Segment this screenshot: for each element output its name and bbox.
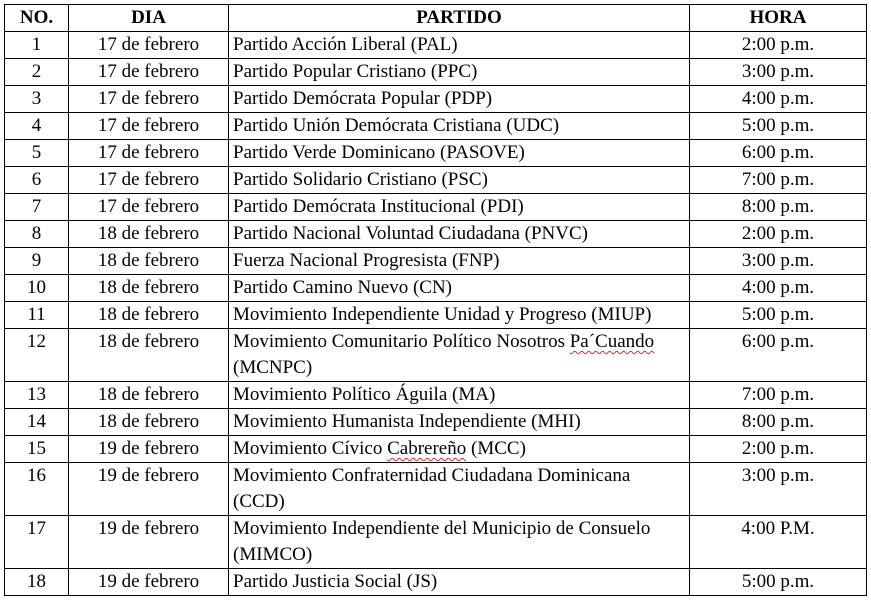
- header-dia: DIA: [69, 5, 229, 32]
- table-row: [5, 32, 867, 59]
- cell-hora: 6:00 p.m.: [690, 329, 867, 382]
- cell-partido: Partido Verde Dominicano (PASOVE): [229, 140, 690, 167]
- cell-hora: 3:00 p.m.: [690, 463, 867, 516]
- cell-no: 9: [5, 248, 69, 275]
- header-partido: PARTIDO: [229, 5, 690, 32]
- cell-hora: 2:00 p.m.: [690, 221, 867, 248]
- cell-partido: [229, 436, 690, 463]
- cell-dia: 17 de febrero: [69, 140, 229, 167]
- cell-no: 1: [5, 32, 69, 59]
- cell-hora: 5:00 p.m.: [690, 302, 867, 329]
- spellcheck-flagged-word: Pa´Cuando: [569, 331, 655, 352]
- cell-dia: 17 de febrero: [69, 113, 229, 140]
- cell-dia: 19 de febrero: [69, 516, 229, 569]
- cell-no: 16: [5, 463, 69, 516]
- cell-no: 3: [5, 86, 69, 113]
- cell-dia: 18 de febrero: [69, 409, 229, 436]
- cell-hora: 5:00 p.m.: [690, 569, 867, 596]
- table-row: [5, 275, 867, 302]
- cell-no: 11: [5, 302, 69, 329]
- cell-hora: 3:00 p.m.: [690, 248, 867, 275]
- cell-partido: Partido Popular Cristiano (PPC): [229, 59, 690, 86]
- schedule-table: [4, 4, 867, 596]
- cell-dia: 17 de febrero: [69, 86, 229, 113]
- table-row: [5, 167, 867, 194]
- cell-partido: Movimiento Independiente Unidad y Progreso (MIUP): [229, 302, 690, 329]
- table-row: [5, 409, 867, 436]
- table-row: [5, 86, 867, 113]
- cell-partido: Movimiento Humanista Independiente (MHI): [229, 409, 690, 436]
- table-row: [5, 140, 867, 167]
- cell-hora: 2:00 p.m.: [690, 436, 867, 463]
- cell-dia: 18 de febrero: [69, 275, 229, 302]
- cell-dia: 19 de febrero: [69, 463, 229, 516]
- cell-dia: 19 de febrero: [69, 569, 229, 596]
- cell-hora: 2:00 p.m.: [690, 32, 867, 59]
- cell-partido: Partido Solidario Cristiano (PSC): [229, 167, 690, 194]
- cell-dia: 18 de febrero: [69, 221, 229, 248]
- cell-partido: Fuerza Nacional Progresista (FNP): [229, 248, 690, 275]
- cell-no: 8: [5, 221, 69, 248]
- table-row: [5, 516, 867, 569]
- cell-no: 12: [5, 329, 69, 382]
- table-row: [5, 463, 867, 516]
- cell-no: 13: [5, 382, 69, 409]
- cell-hora: 8:00 p.m.: [690, 409, 867, 436]
- cell-hora: 4:00 P.M.: [690, 516, 867, 569]
- cell-partido: Movimiento Independiente del Municipio de Consuelo (MIMCO): [229, 516, 690, 569]
- cell-dia: 18 de febrero: [69, 302, 229, 329]
- cell-dia: 17 de febrero: [69, 167, 229, 194]
- partido-text: Movimiento Comunitario Político Nosotros: [233, 331, 570, 352]
- cell-hora: 3:00 p.m.: [690, 59, 867, 86]
- cell-hora: 6:00 p.m.: [690, 140, 867, 167]
- table-row: [5, 59, 867, 86]
- table-row: [5, 248, 867, 275]
- cell-hora: 7:00 p.m.: [690, 382, 867, 409]
- cell-dia: 17 de febrero: [69, 59, 229, 86]
- cell-no: 4: [5, 113, 69, 140]
- cell-partido: [229, 329, 690, 382]
- partido-text: (MCNPC): [233, 357, 313, 378]
- cell-partido: Movimiento Político Águila (MA): [229, 382, 690, 409]
- table-row: [5, 302, 867, 329]
- header-hora: HORA: [690, 5, 867, 32]
- cell-no: 10: [5, 275, 69, 302]
- spellcheck-flagged-word: Cabrereño: [387, 438, 467, 459]
- partido-text: Movimiento Cívico: [233, 438, 388, 459]
- table-row: [5, 113, 867, 140]
- cell-partido: Partido Demócrata Institucional (PDI): [229, 194, 690, 221]
- header-row: [5, 5, 867, 32]
- cell-no: 18: [5, 569, 69, 596]
- cell-no: 2: [5, 59, 69, 86]
- table-row: [5, 221, 867, 248]
- cell-partido: Movimiento Confraternidad Ciudadana Dominicana (CCD): [229, 463, 690, 516]
- cell-partido: Partido Acción Liberal (PAL): [229, 32, 690, 59]
- cell-no: 17: [5, 516, 69, 569]
- cell-no: 6: [5, 167, 69, 194]
- schedule-document: [4, 4, 867, 596]
- cell-hora: 7:00 p.m.: [690, 167, 867, 194]
- cell-partido: Partido Nacional Voluntad Ciudadana (PNVC): [229, 221, 690, 248]
- cell-partido: Partido Camino Nuevo (CN): [229, 275, 690, 302]
- table-row: [5, 569, 867, 596]
- cell-hora: 5:00 p.m.: [690, 113, 867, 140]
- cell-dia: 19 de febrero: [69, 436, 229, 463]
- cell-no: 7: [5, 194, 69, 221]
- cell-dia: 18 de febrero: [69, 248, 229, 275]
- partido-text: (MCC): [466, 438, 526, 459]
- table-row: [5, 329, 867, 382]
- cell-no: 14: [5, 409, 69, 436]
- cell-dia: 17 de febrero: [69, 194, 229, 221]
- cell-partido: Partido Justicia Social (JS): [229, 569, 690, 596]
- table-row: [5, 436, 867, 463]
- cell-partido: Partido Demócrata Popular (PDP): [229, 86, 690, 113]
- cell-dia: 18 de febrero: [69, 329, 229, 382]
- cell-no: 5: [5, 140, 69, 167]
- cell-dia: 18 de febrero: [69, 382, 229, 409]
- table-row: [5, 194, 867, 221]
- cell-no: 15: [5, 436, 69, 463]
- cell-hora: 4:00 p.m.: [690, 86, 867, 113]
- header-no: NO.: [5, 5, 69, 32]
- cell-dia: 17 de febrero: [69, 32, 229, 59]
- table-row: [5, 382, 867, 409]
- cell-hora: 8:00 p.m.: [690, 194, 867, 221]
- cell-hora: 4:00 p.m.: [690, 275, 867, 302]
- cell-partido: Partido Unión Demócrata Cristiana (UDC): [229, 113, 690, 140]
